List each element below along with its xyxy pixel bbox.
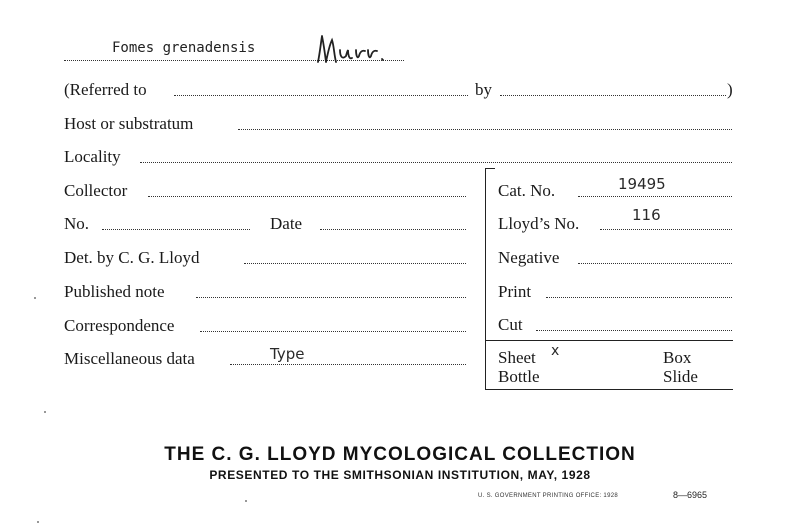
lloyds-no-value: 116 xyxy=(632,206,661,224)
published-note-label: Published note xyxy=(64,282,165,301)
close-paren: ) xyxy=(727,80,733,99)
host-label: Host or substratum xyxy=(64,114,194,133)
correspondence-label: Correspondence xyxy=(64,316,175,335)
collection-title: THE C. G. LLOYD MYCOLOGICAL COLLECTION xyxy=(164,444,636,465)
negative-line xyxy=(578,263,732,264)
cat-no-label: Cat. No. xyxy=(498,181,556,200)
scan-speck xyxy=(44,411,46,413)
handwritten-author-signature xyxy=(312,32,402,66)
sheet-mark: x xyxy=(551,343,560,359)
right-box-left-border xyxy=(485,168,486,390)
sheet-label: Sheet xyxy=(498,348,536,367)
referred-to-label: (Referred to xyxy=(64,80,147,99)
collector-label: Collector xyxy=(64,181,128,200)
cat-no-value: 19495 xyxy=(618,175,666,193)
date-line xyxy=(320,229,466,230)
cut-label: Cut xyxy=(498,315,523,334)
by-line xyxy=(500,95,726,96)
misc-data-value: Type xyxy=(270,345,305,363)
det-by-label: Det. by C. G. Lloyd xyxy=(64,248,200,267)
det-by-line xyxy=(244,263,466,264)
cut-line xyxy=(536,330,732,331)
misc-data-line xyxy=(230,364,466,365)
by-label: by xyxy=(475,80,492,99)
published-note-line xyxy=(196,297,466,298)
scan-speck xyxy=(37,521,39,523)
date-label: Date xyxy=(270,214,303,233)
printing-office-note: U. S. GOVERNMENT PRINTING OFFICE: 1928 xyxy=(478,493,618,499)
box-label: Box xyxy=(663,348,692,367)
locality-label: Locality xyxy=(64,147,121,166)
no-line xyxy=(102,229,250,230)
sheet-row-top-border xyxy=(485,340,733,341)
host-line xyxy=(238,129,732,130)
scan-speck xyxy=(245,500,247,502)
scan-speck xyxy=(34,297,36,299)
print-line xyxy=(546,297,732,298)
cat-no-line xyxy=(578,196,732,197)
bottle-label: Bottle xyxy=(498,367,540,386)
no-label: No. xyxy=(64,214,90,233)
form-code: 8—6965 xyxy=(673,490,708,500)
referred-to-line xyxy=(174,95,468,96)
right-box-top-border xyxy=(485,168,495,169)
collector-line xyxy=(148,196,466,197)
negative-label: Negative xyxy=(498,248,560,267)
print-label: Print xyxy=(498,282,532,301)
right-box-bottom-border xyxy=(485,389,733,390)
slide-label: Slide xyxy=(663,367,698,386)
collection-subtitle: PRESENTED TO THE SMITHSONIAN INSTITUTION, MAY, 1928 xyxy=(209,468,591,482)
locality-line xyxy=(140,162,732,163)
specimen-name: Fomes grenadensis xyxy=(112,40,256,56)
lloyds-no-label: Lloyd’s No. xyxy=(498,214,580,233)
correspondence-line xyxy=(200,331,466,332)
lloyds-no-line xyxy=(600,229,732,230)
misc-data-label: Miscellaneous data xyxy=(64,349,195,368)
